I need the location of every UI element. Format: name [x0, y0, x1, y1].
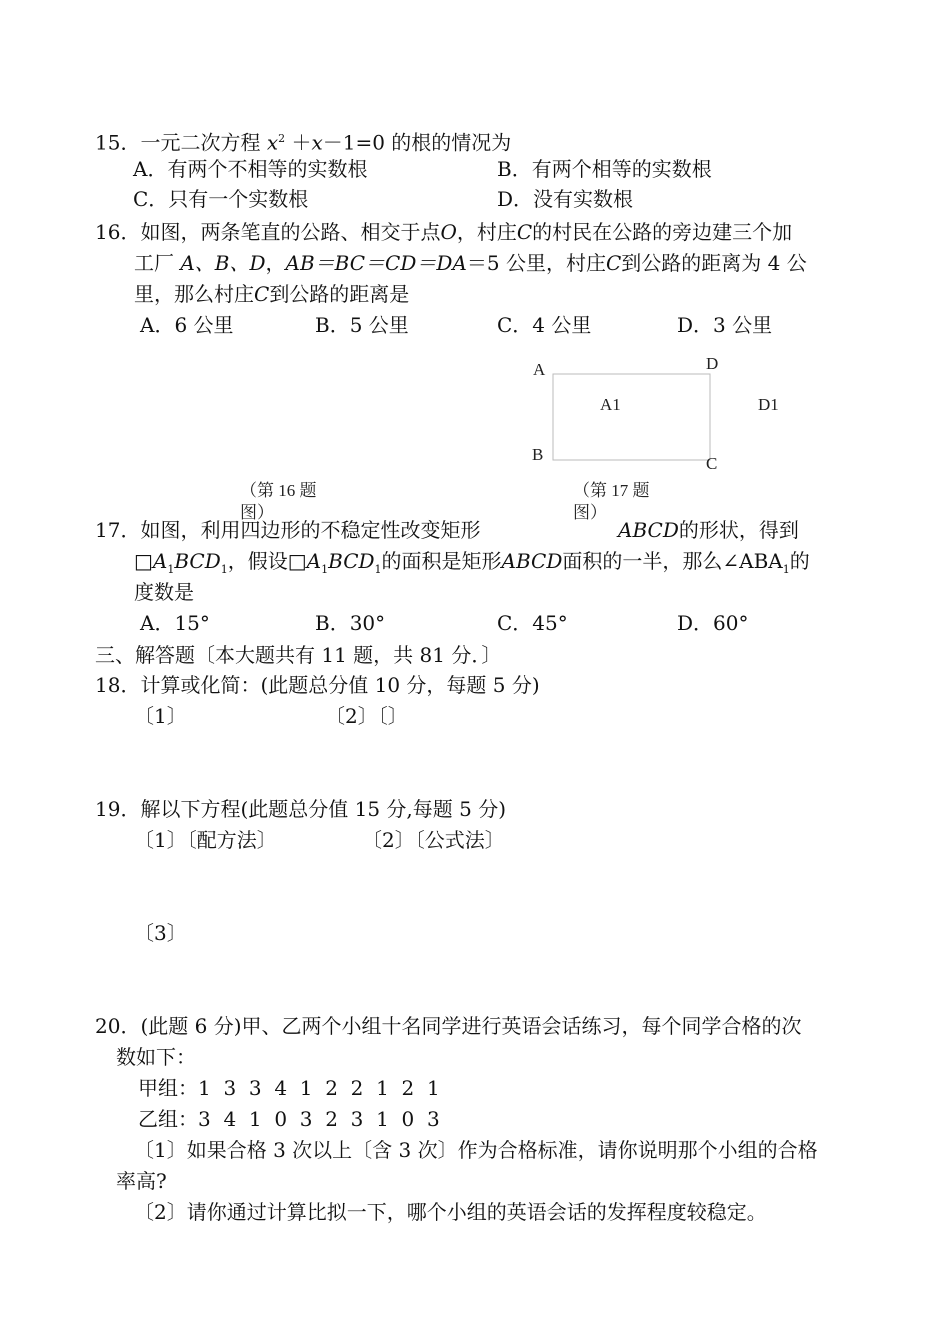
q17-option-a: A．15°: [140, 611, 210, 635]
q20-question-2: 〔2〕请你通过计算比拟一下，哪个小组的英语会话的发挥程度较稳定。: [134, 1200, 767, 1224]
q17-stem-line1a: 17．如图，利用四边形的不稳定性改变矩形: [95, 518, 481, 542]
q16-stem-line1: 16．如图，两条笔直的公路、相交于点O，村庄C的村民在公路的旁边建三个加: [95, 220, 793, 244]
q19-part-2: 〔2〕〔公式法〕: [362, 828, 505, 852]
fig17-label-d: D: [706, 354, 719, 373]
q17-option-b: B．30°: [315, 611, 386, 635]
figure-17-rectangle: [540, 368, 740, 468]
fig17-label-d1: D1: [758, 395, 779, 414]
q15-stem: 15．一元二次方程 $x^2 +x-1=0$ 的根的情况为: [95, 130, 512, 155]
fig17-label-b: B: [532, 445, 544, 464]
q17-option-d: D．60°: [677, 611, 749, 635]
rectangle-abcd: [553, 374, 710, 460]
q17-stem-line2: $□A_1BCD_1$，假设$□A_1BCD_1$的面积是矩形ABCD面积的一半，那么$\angle ABA_1$的: [134, 549, 810, 576]
q19-title: 19．解以下方程(此题总分值 15 分,每题 5 分): [95, 797, 507, 821]
q20-stem-line1: 20．(此题 6 分)甲、乙两个小组十名同学进行英语会话练习，每个同学合格的次: [95, 1014, 802, 1038]
fig17-label-c: C: [706, 454, 718, 473]
q15-option-a: A．有两个不相等的实数根: [133, 157, 368, 181]
q17-option-c: C．45°: [497, 611, 568, 635]
q20-question-1: 〔1〕如果合格 3 次以上〔含 3 次〕作为合格标准，请你说明那个小组的合格: [134, 1138, 818, 1162]
q20-group-b-data: 乙组：3 4 1 0 3 2 3 1 0 3: [138, 1107, 440, 1131]
q16-option-c: C．4 公里: [497, 313, 592, 337]
section-3-heading: 三、解答题〔本大题共有 11 题，共 81 分．〕: [95, 643, 502, 667]
figure-17-caption: （第 17 题图）: [573, 481, 650, 522]
figure-16-caption: （第 16 题图）: [240, 481, 317, 522]
fig17-label-a: A: [533, 360, 546, 379]
q15-option-b: B．有两个相等的实数根: [497, 157, 712, 181]
q18-title: 18．计算或化简：(此题总分值 10 分，每题 5 分): [95, 673, 540, 697]
q20-stem-line2: 数如下：: [116, 1045, 196, 1069]
q15-option-c: C．只有一个实数根: [133, 187, 309, 211]
q17-stem-line3: 度数是: [134, 580, 194, 604]
q18-part-2: 〔2〕〔〕: [325, 704, 408, 728]
q17-stem-line1b: ABCD的形状，得到: [618, 518, 799, 542]
q15-option-d: D．没有实数根: [497, 187, 634, 211]
q16-option-b: B．5 公里: [315, 313, 409, 337]
q16-stem-line2: 工厂 A、B、D，AB＝BC＝CD＝DA＝5 公里，村庄C到公路的距离为 4 公: [134, 251, 807, 275]
q20-group-a-data: 甲组：1 3 3 4 1 2 2 1 2 1: [138, 1076, 440, 1100]
q19-part-1: 〔1〕〔配方法〕: [134, 828, 277, 852]
q16-option-d: D．3 公里: [677, 313, 773, 337]
q18-part-1: 〔1〕: [134, 704, 187, 728]
q16-option-a: A．6 公里: [140, 313, 234, 337]
q16-stem-line3: 里，那么村庄C到公路的距离是: [134, 282, 410, 306]
fig17-label-a1: A1: [600, 395, 621, 414]
q20-question-1-cont: 率高?: [116, 1169, 167, 1193]
q19-part-3: 〔3〕: [134, 921, 187, 945]
